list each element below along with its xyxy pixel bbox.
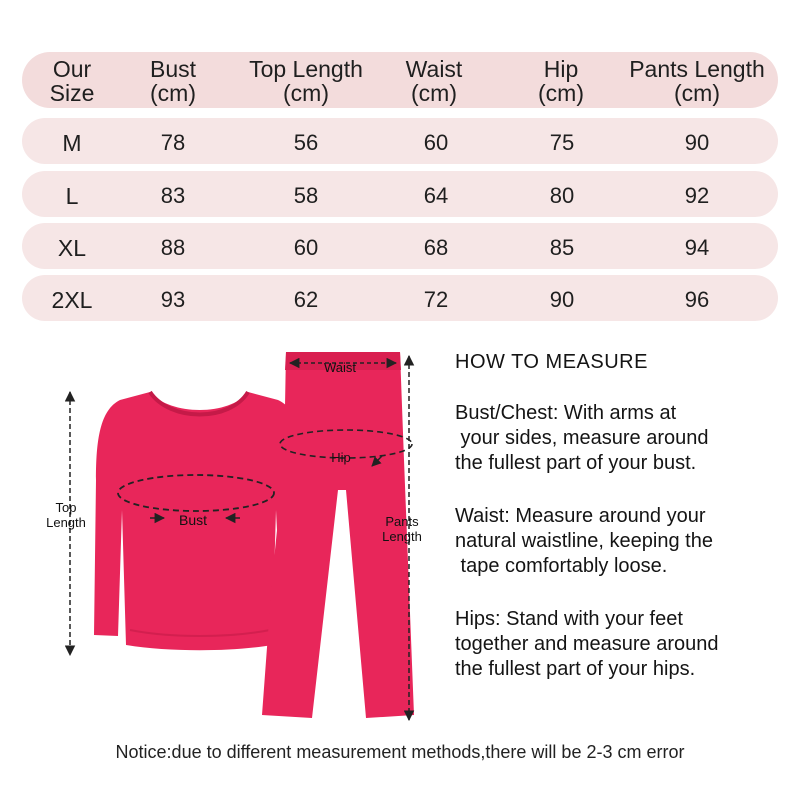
header-bust: Bust (cm) — [149, 56, 197, 106]
how-to-measure — [455, 350, 785, 710]
cell-pants-length: 92 — [684, 183, 710, 208]
cell-bust: 93 — [160, 287, 186, 312]
header-hip: Hip (cm) — [538, 56, 584, 106]
cell-pants-length: 90 — [684, 130, 710, 155]
hip-label: Hip — [331, 450, 351, 465]
cell-pants-length: 94 — [684, 235, 710, 260]
bust-instructions: Bust/Chest: With arms at your sides, measure around the fullest part of your bust. — [455, 402, 709, 474]
cell-bust: 88 — [160, 235, 186, 260]
cell-waist: 64 — [423, 183, 449, 208]
cell-top-length: 62 — [293, 287, 319, 312]
bust-label: Bust — [178, 512, 208, 528]
cell-hip: 75 — [549, 130, 575, 155]
header-waist: Waist (cm) — [405, 56, 463, 106]
table-row — [22, 275, 778, 321]
cell-top-length: 60 — [293, 235, 319, 260]
top-length-label-top: Top — [55, 500, 77, 515]
cell-size: XL — [57, 235, 87, 261]
header-size: Our Size — [49, 56, 95, 106]
cell-top-length: 56 — [293, 130, 319, 155]
cell-pants-length: 96 — [684, 287, 710, 312]
header-top-length: Top Length (cm) — [249, 56, 363, 106]
cell-waist: 68 — [423, 235, 449, 260]
how-to-measure-title: HOW TO MEASURE — [455, 351, 648, 373]
pants-length-label-length: Length — [382, 529, 422, 544]
cell-bust: 78 — [160, 130, 186, 155]
table-row — [22, 171, 778, 217]
cell-top-length: 58 — [293, 183, 319, 208]
cell-size: L — [65, 183, 79, 209]
cell-hip: 80 — [549, 183, 575, 208]
pants-length-label-pants: Pants — [385, 514, 419, 529]
header-pants-length: Pants Length (cm) — [629, 56, 765, 106]
top-length-label-length: Length — [46, 515, 86, 530]
cell-waist: 60 — [423, 130, 449, 155]
cell-size: M — [62, 130, 82, 156]
waist-instructions: Waist: Measure around your natural waistline, keeping the tape comfortably loose. — [455, 505, 713, 577]
cell-hip: 85 — [549, 235, 575, 260]
table-row — [22, 118, 778, 164]
hips-instructions: Hips: Stand with your feet together and measure around the fullest part of your hips. — [455, 608, 719, 680]
garment-diagram — [0, 330, 440, 730]
waist-label: Waist — [323, 360, 357, 375]
cell-size: 2XL — [51, 287, 93, 313]
measurement-notice: Notice:due to different measurement methods,there will be 2-3 cm error — [115, 742, 685, 762]
cell-bust: 83 — [160, 183, 186, 208]
cell-hip: 90 — [549, 287, 575, 312]
table-row — [22, 223, 778, 269]
cell-waist: 72 — [423, 287, 449, 312]
